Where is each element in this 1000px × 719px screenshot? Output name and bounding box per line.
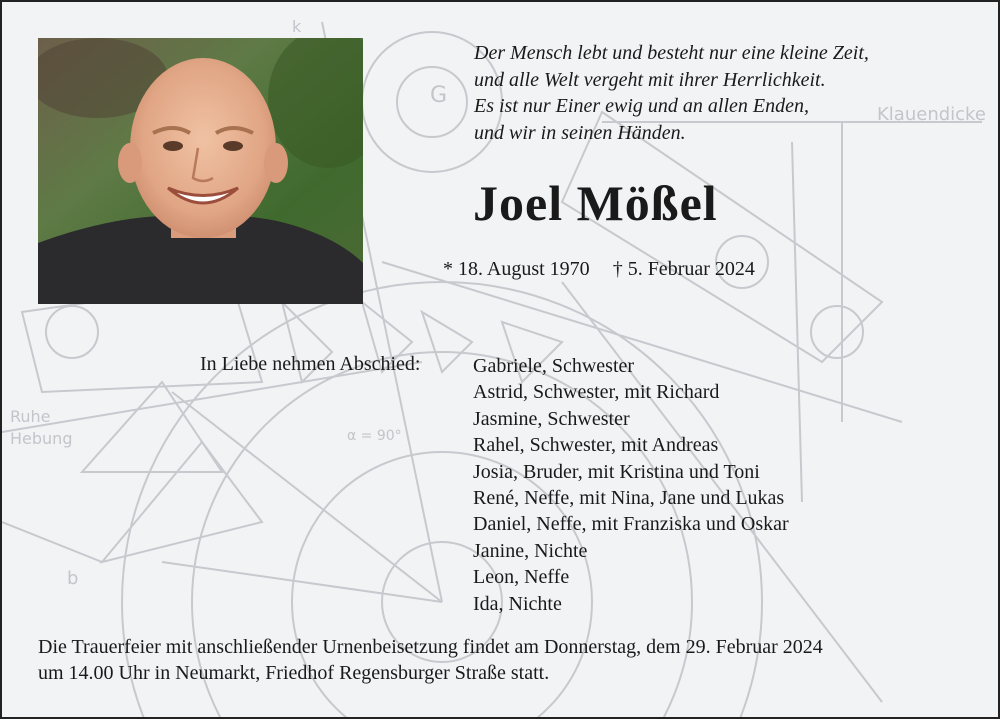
drawing-label: Hebung (10, 429, 73, 448)
funeral-service-notice (38, 634, 978, 686)
poem (474, 40, 974, 146)
list-item: Leon, Neffe (473, 566, 570, 589)
list-item: Ida, Nichte (473, 592, 562, 615)
farewell-label: In Liebe nehmen Abschied: (200, 353, 421, 375)
death-date: † 5. Februar 2024 (612, 258, 755, 280)
list-item: Jasmine, Schwester (473, 407, 630, 430)
notice-line: Die Trauerfeier mit anschließender Urnenbeisetzung findet am Donnerstag, dem 29. Februar 2024 (38, 636, 823, 658)
drawing-label: Ruhe (10, 407, 51, 426)
mourners-list (473, 353, 789, 617)
portrait-photo (38, 38, 363, 304)
drawing-label: Klauendicke (877, 104, 986, 125)
list-item: Astrid, Schwester, mit Richard (473, 381, 720, 404)
drawing-label: b (67, 568, 79, 589)
life-dates (443, 258, 773, 281)
poem-line: Es ist nur Einer ewig und an allen Enden, (474, 95, 809, 117)
list-item: Rahel, Schwester, mit Andreas (473, 434, 719, 457)
drawing-label: G (430, 83, 448, 108)
list-item: Daniel, Neffe, mit Franziska und Oskar (473, 513, 789, 536)
list-item: Janine, Nichte (473, 539, 588, 562)
list-item: Gabriele, Schwester (473, 355, 635, 377)
drawing-label: α = 90° (347, 428, 402, 444)
list-item: Josia, Bruder, mit Kristina und Toni (473, 460, 760, 483)
poem-line: und alle Welt vergeht mit ihrer Herrlichkeit. (474, 68, 826, 91)
list-item: René, Neffe, mit Nina, Jane und Lukas (473, 487, 785, 510)
notice-line: um 14.00 Uhr in Neumarkt, Friedhof Regensburger Straße statt. (38, 662, 550, 684)
poem-line: Der Mensch lebt und besteht nur eine kleine Zeit, (474, 42, 869, 64)
drawing-label: k (292, 17, 302, 36)
poem-line: und wir in seinen Händen. (474, 121, 686, 144)
birth-date: * 18. August 1970 (443, 258, 590, 280)
deceased-name: Joel Mößel (473, 175, 718, 231)
